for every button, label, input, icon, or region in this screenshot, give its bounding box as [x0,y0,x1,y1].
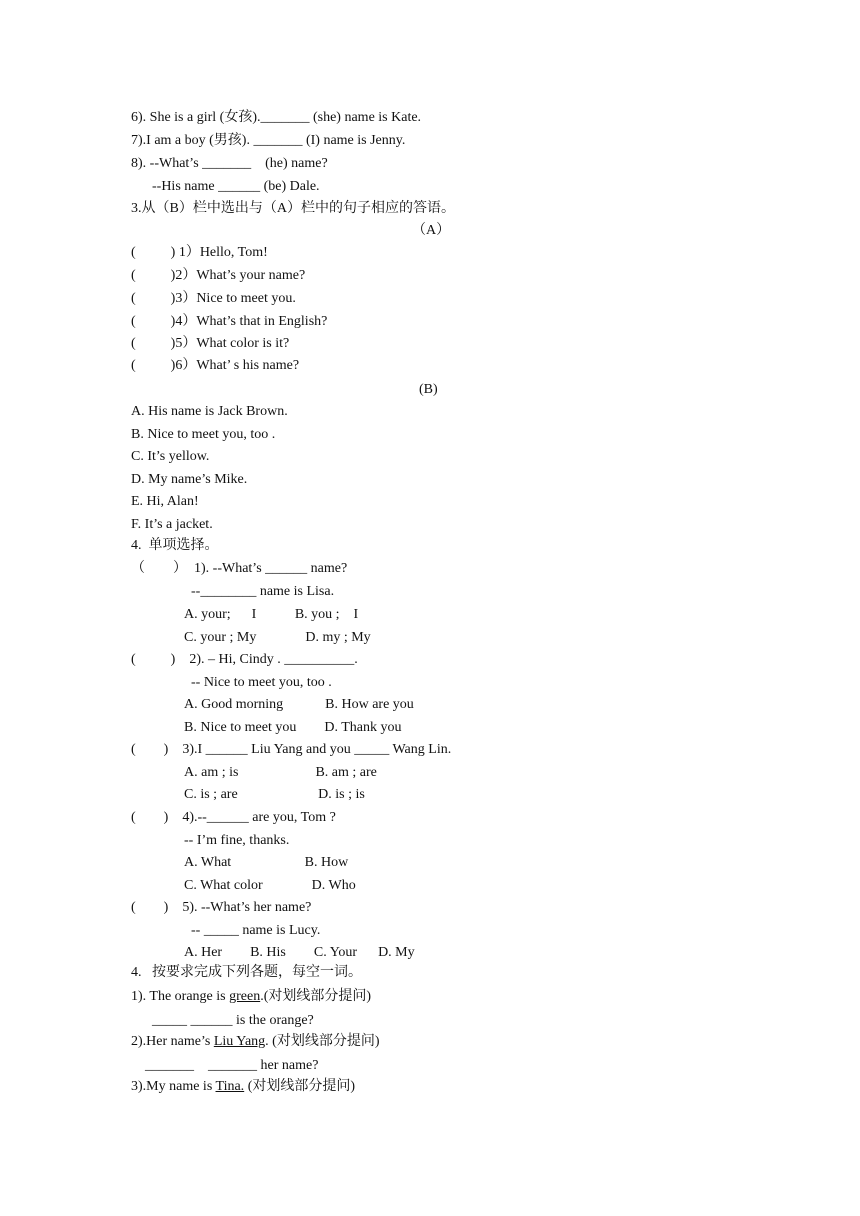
choice-options: A. Her B. His C. Your D. My [184,945,415,960]
column-a-item: ( )6）What’ s his name? [131,358,300,373]
column-a-item: ( )5）What color is it? [131,336,290,351]
choice-options: C. What color D. Who [184,878,356,893]
question-text: 2).Her name’s [131,1034,214,1049]
question-note: . (对划线部分提问) [265,1034,380,1049]
question-text: 3).My name is [131,1079,216,1094]
choice-options: A. Good morning B. How are you [184,697,414,712]
underlined-word: Liu Yang [213,1034,266,1049]
question-note: .(对划线部分提问) [260,989,372,1004]
question-line: 8). --What’s _______ (he) name? [131,156,328,171]
choice-question: ( ) 3).I ______ Liu Yang and you _____ Wang Lin. [131,742,452,757]
rewrite-question [131,1033,380,1051]
column-b-item: B. Nice to meet you, too . [131,427,276,442]
choice-question: ( ) 4).--______ are you, Tom ? [131,810,336,825]
choice-options: B. Nice to meet you D. Thank you [184,720,402,735]
underlined-word: Tina. [215,1079,245,1094]
choice-question: ( ) 2). – Hi, Cindy . __________. [131,652,358,667]
column-b-item: C. It’s yellow. [131,449,210,464]
choice-options: C. your ; My D. my ; My [184,630,371,645]
column-b-item: A. His name is Jack Brown. [131,404,288,419]
section-instruction: 4. 单项选择。 [131,538,219,553]
choice-options: A. What B. How [184,855,349,870]
choice-question-line: -- _____ name is Lucy. [191,923,321,938]
column-a-title: （A） [412,223,451,238]
answer-line: _______ _______ her name? [145,1058,319,1073]
section-instruction: 3.从（B）栏中选出与（A）栏中的句子相应的答语。 [131,201,455,216]
column-b-item: E. Hi, Alan! [131,494,199,509]
answer-line: _____ ______ is the orange? [152,1013,314,1028]
choice-question-line: -- Nice to meet you, too . [191,675,332,690]
choice-question-line: --________ name is Lisa. [191,584,335,599]
question-note: (对划线部分提问) [244,1079,356,1094]
column-b-item: F. It’s a jacket. [131,517,213,532]
section-instruction: 4. 按要求完成下列各题，每空一词。 [131,965,362,980]
underlined-word: green [229,989,261,1004]
question-line: 7).I am a boy (男孩). _______ (I) name is Jenny. [131,133,406,148]
choice-question: ( ) 5). --What’s her name? [131,900,312,915]
column-a-item: ( )2）What’s your name? [131,268,306,283]
answer-line: --His name ______ (be) Dale. [152,179,320,194]
choice-options: A. am ; is B. am ; are [184,765,377,780]
column-a-item: ( ) 1）Hello, Tom! [131,245,268,260]
choice-question-line: -- I’m fine, thanks. [184,833,290,848]
choice-options: C. is ; are D. is ; is [184,787,365,802]
column-b-title: (B) [419,382,438,397]
column-a-item: ( )4）What’s that in English? [131,314,328,329]
question-text: 1). The orange is [131,989,230,1004]
question-line: 6). She is a girl (女孩)._______ (she) name is Kate. [131,110,422,125]
rewrite-question [131,988,371,1006]
column-a-item: ( )3）Nice to meet you. [131,291,296,306]
choice-question: （ ） 1). --What’s ______ name? [131,561,348,576]
choice-options: A. your; I B. you ; I [184,607,359,622]
rewrite-question [131,1078,355,1096]
column-b-item: D. My name’s Mike. [131,472,248,487]
